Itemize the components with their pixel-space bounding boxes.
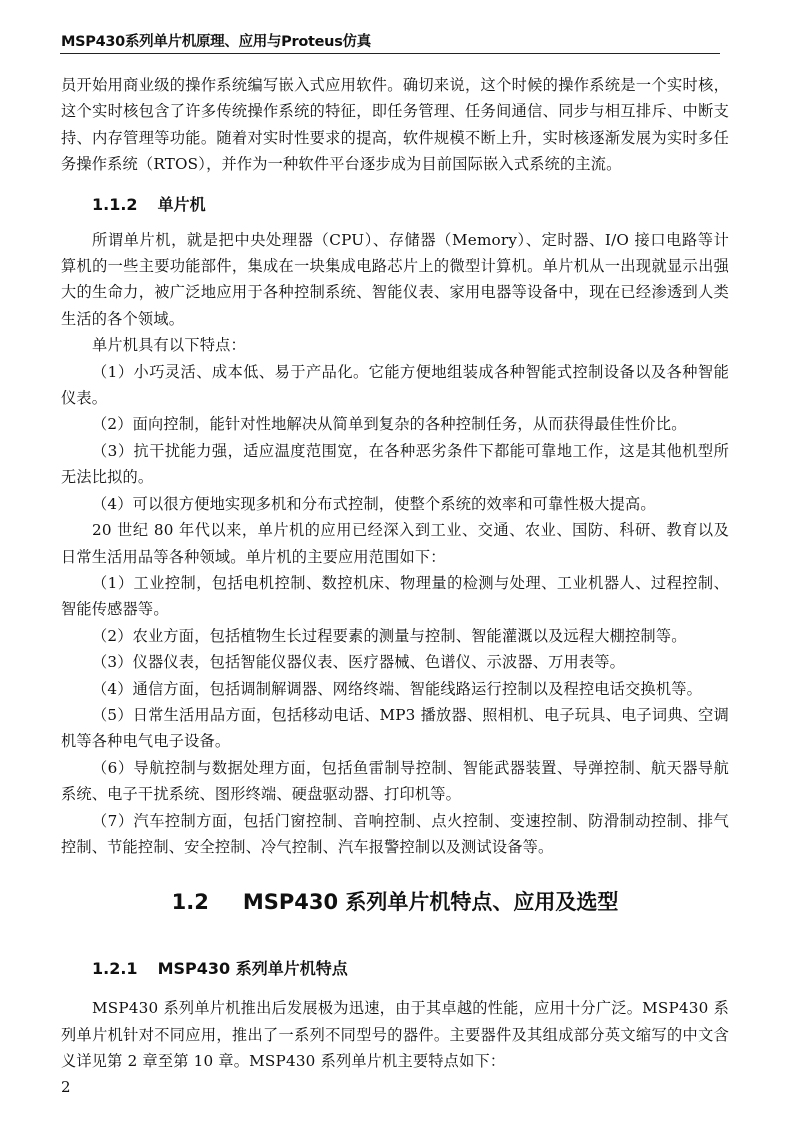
application-item: （6）导航控制与数据处理方面，包括鱼雷制导控制、智能武器装置、导弹控制、航天器导航系统、电子干扰系统、图形终端、硬盘驱动器、打印机等。 (61, 758, 729, 804)
feature-item: （4）可以很方便地实现多机和分布式控制，使整个系统的效率和可靠性极大提高。 (92, 494, 656, 513)
intro-paragraph: 员开始用商业级的操作系统编写嵌入式应用软件。确切来说，这个时候的操作系统是一个实时核，这个实时核包含了许多传统操作系统的特征，即任务管理、任务间通信、同步与相互排斥、中断支持、内存管理等功能。随着对实时性要求的提高，软件规模不断上升，实时核逐渐发展为实时多任务操作系统（RTOS），并作为一种软件平台逐步成为目前国际嵌入式系统的主流。 (61, 76, 729, 174)
application-item: （1）工业控制，包括电机控制、数控机床、物理量的检测与处理、工业机器人、过程控制、智能传感器等。 (61, 573, 729, 619)
applications-intro: 20 世纪 80 年代以来，单片机的应用已经深入到工业、交通、农业、国防、科研、教育以及日常生活用品等各种领域。单片机的主要应用范围如下： (61, 521, 729, 566)
section-1-1-2-heading (61, 192, 729, 215)
application-item: （5）日常生活用品方面，包括移动电话、MP3 播放器、照相机、电子玩具、电子词典、空调机等各种电气电子设备。 (61, 705, 729, 751)
msp430-features-paragraph: MSP430 系列单片机推出后发展极为迅速，由于其卓越的性能，应用十分广泛。MSP430 系列单片机针对不同应用，推出了一系列不同型号的器件。主要器件及其组成部分英文缩写的中文含义详见第 2 章至第 10 章。MSP430 系列单片机主要特点如下： (61, 999, 729, 1071)
application-item: （7）汽车控制方面，包括门窗控制、音响控制、点火控制、变速控制、防滑制动控制、排气控制、节能控制、安全控制、冷气控制、汽车报警控制以及测试设备等。 (61, 811, 729, 856)
page-number: 2 (61, 1078, 71, 1096)
section-title: MSP430 系列单片机特点、应用及选型 (242, 890, 619, 915)
section-number: 1.1.2 (92, 194, 138, 214)
application-item: （3）仪器仪表，包括智能仪器仪表、医疗器械、色谱仪、示波器、万用表等。 (92, 653, 626, 672)
page-body (61, 72, 729, 1075)
section-title: 单片机 (157, 194, 206, 214)
application-item: （2）农业方面，包括植物生长过程要素的测量与控制、智能灌溉以及远程大棚控制等。 (92, 626, 687, 645)
mcu-definition-paragraph: 所谓单片机，就是把中央处理器（CPU）、存储器（Memory）、定时器、I/O 接口电路等计算机的一些主要功能部件，集成在一块集成电路芯片上的微型计算机。单片机从一出现就显示出强大的生命力，被广泛地应用于各种控制系统、智能仪表、家用电器等设备中，现在已经渗透到人类生活的各个领域。 (61, 230, 729, 328)
section-number: 1.2.1 (92, 959, 138, 979)
section-1-2-heading (61, 886, 729, 916)
features-intro: 单片机具有以下特点： (92, 336, 246, 355)
feature-item: （2）面向控制，能针对性地解决从简单到复杂的各种控制任务，从而获得最佳性价比。 (92, 415, 687, 434)
running-title: MSP430系列单片机原理、应用与Proteus仿真 (61, 34, 371, 50)
section-1-2-1-heading (61, 956, 729, 979)
feature-item: （3）抗干扰能力强，适应温度范围宽，在各种恶劣条件下都能可靠地工作，这是其他机型所无法比拟的。 (61, 441, 729, 487)
header-rule (60, 53, 720, 54)
feature-item: （1）小巧灵活、成本低、易于产品化。它能方便地组装成各种智能式控制设备以及各种智能仪表。 (61, 362, 729, 408)
application-item: （4）通信方面，包括调制解调器、网络终端、智能线路运行控制以及程控电话交换机等。 (92, 679, 702, 698)
section-title: MSP430 系列单片机特点 (157, 959, 348, 979)
section-number: 1.2 (171, 890, 209, 915)
